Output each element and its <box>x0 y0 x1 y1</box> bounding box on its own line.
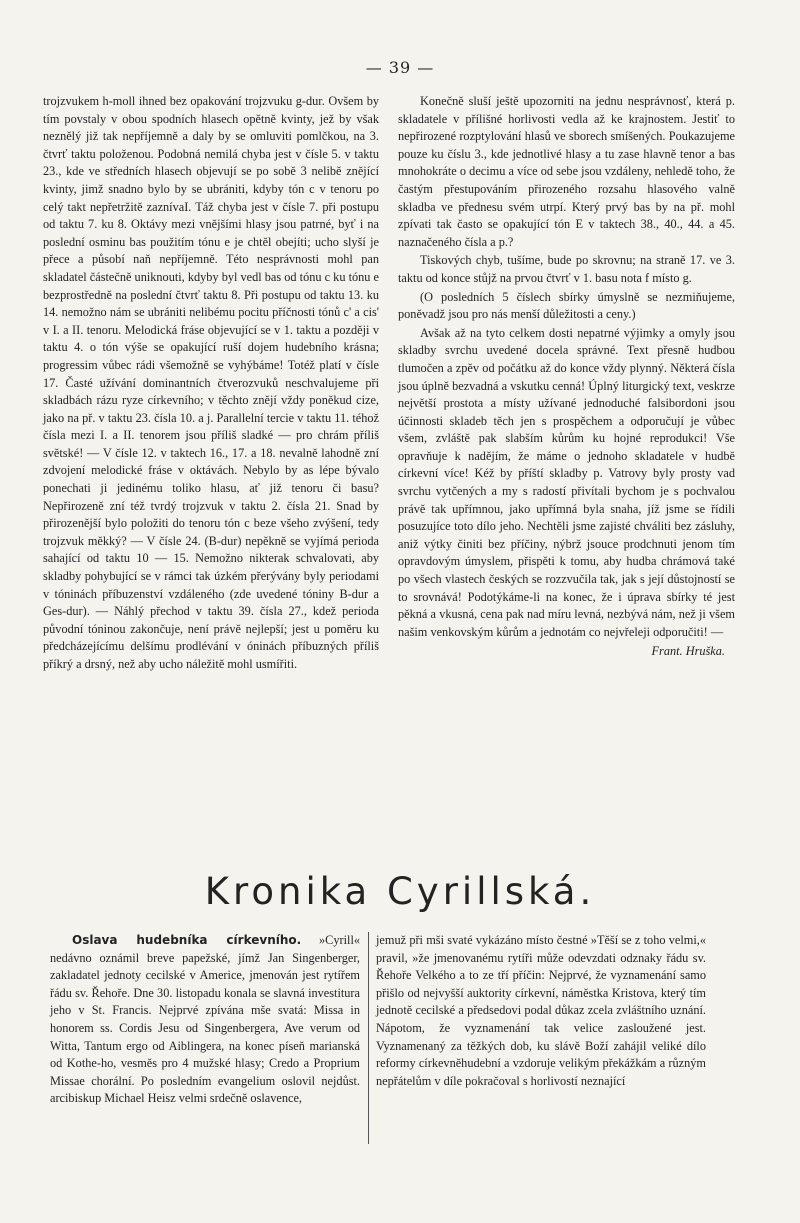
bottom-left-column <box>50 932 360 1108</box>
page-number: — 39 — <box>365 58 435 77</box>
article-heading: Oslava hudebníka církevního. <box>72 933 302 947</box>
left-paragraph: trojzvukem h-moll ihned bez opakování trojzvuku g-dur. Ovšem by tím povstaly v obou spodních hlasech opětně kvinty, jež by však neznělý již tak nepříjemně a daly by se omluviti pomlčkou, na 3. čtvrť taktu položenou. Podobná nemilá chyba jest v čísle 5. v taktu 23., kde ve středních hlasech objevují se po sobě 3 nelibě znějící kvinty, jimž snadno bylo by se ubrániti, kdyby tón c v tenoru po celý takt nepřetržitě zaznívaI. Táž chyba jest v čísle 7. při postupu od taktu 7. ku 8. Oktávy mezi vnějšími hlasy jsou patrné, byť i na poslední osminu bas použitím tónu e je chtěl obejíti; ucho slyší je přece a působí naň nepříjemně. Této nesprávnosti mohl pan skladatel částečně uniknouti, kdyby byl vedl bas od tónu c ku tónu e bezprostředně na poslední čtvrť taktu 8. Při postupu od taktu 13. ku 14. nemožno nám se ubrániti nelibému pocitu příčnosti tónů c' a cis' v I. a II. tenoru. Melodická fráse objevující se v 1. taktu a později v taktu 4. o tón výše se opakující ruší dojem hudebního krásna; progressim vůbec rádi všemožně se vyhýbáme! Totéž platí v čísle 17. Časté užívání dominantních čtverozvuků neschvalujeme při skladbách rázu ryze církevního; v těchto znějí vždy poněkud cize, jako na př. v taktu 23. čísla 10. a j. Parallelní tercie v taktu 11. téhož čísla mezi I. a II. tenorem jsou příliš sladké — pro chrám příliš světské! — V čísle 12. v taktech 16., 17. a 18. nevalně lahodně zní zdvojení melodické fráse v oktávách. Nebylo by as lépe bývalo ponechati ji jedinému toliko hlasu, ať již tenoru či basu? Nepřirozeně zní též tvrdý trojzvuk v taktu 2. čísla 21. Snad by přirozenější bylo položiti do tenoru tón c beze všeho zvýšení, tedy trojzvuk měkký? — V čísle 24. (B-dur) nepěkně se vyjímá perioda sahající od taktu 10 — 15. Nemožno nikterak schvalovati, aby skladby pohybující se v rámci tak úzkém přerývány byly periodami v tóninách příbuzenství vzdáleného (zde uvedené tóniny B-dur a Ges-dur). — Náhlý přechod v taktu 39. čísla 27., kdež perioda původní tóninou zakončuje, není právě nejlepší; jest u poměru ku předcházejícímu delšímu prodlévání v óninách příbuzných příliš příkrý a drsný, než aby ucho náležitě mohl usmířiti. <box>43 94 379 671</box>
right-paragraph: Tiskových chyb, tušíme, bude po skrovnu; na straně 17. ve 3. taktu od konce stůjž na prvou čtvrť v 1. basu nota f místo g. <box>398 253 735 285</box>
bottom-right-paragraph: jemuž při mši svaté vykázáno místo čestné »Těší se z toho velmi,« pravil, »že jmenovanému rytíři může odevzdati odznaky řádu sv. Řehoře Velkého a to ze tří příčin: Nejprvé, že vyznamenání samo přišlo od nejvyšší auktority církevní, náměstka Kristova, který tím jednotě cecilské a předsedovi podal důkaz zcela zvláštního uznání. Nápotom, že vyznamenání tak velice zasloužené jest. Vyznamenaný za těžkých dob, ku slávě Boží zahájil veliké dílo reformy církevněhudební a vzdoruje velikým překážkám a různým nepřátelům v díle pokračoval s horlivostí neznající <box>376 933 706 1088</box>
article-text: »Cyrill« nedávno oznámil breve papežské, jímž Jan Singenberger, zakladatel jednoty cecilské v Americe, jmenován jest rytířem řádu sv. Řehoře. Dne 30. listopadu konala se slavná investitura jeho v St. Francis. Nejprvé zpívána mše svatá: Missa in honorem ss. Cordis Jesu od Singenbergera, Ave verum od Witta, Tantum ergo od Aiblingera, na konec píseň marianská od Kothe-ho, vesměs pro 4 mužské hlasy; Credo a Proprium Missae chorální. Po posledním evangelium oslovil nejdůst. arcibiskup Michael Heisz velmi srdečně oslavence, <box>50 933 361 1106</box>
bottom-left-paragraph <box>50 932 360 1108</box>
right-column <box>398 93 735 661</box>
bottom-right-column <box>376 932 706 1090</box>
section-title: Kronika Cyrillská. <box>204 870 596 913</box>
right-paragraph: Avšak až na tyto celkem dosti nepatrné výjimky a omyly jsou skladby svrchu uvedené docela správné. Text přesně hudbou tlumočen a zpěv od počátku až do konce vždy plynný. Některá čísla jsou úplně bezvadná a vskutku cenná! Úplný liturgický text, veskrze největší prostota a místy užívané jednoduché falsibordoni jsou účinnosti skladeb těch jen s prospěchem a odporučují je vůbec všem, zvláště pak slabším kůrům ku hojné reprodukci! Vše opravňuje k nadějím, že máme o jednoho skladatele v hudbě církevní více! Kéž by příští skladby p. Vatrovy byly prosty vad svrchu vytčených a my s radostí přivítali bychom je s pochvalou právě tak upřímnou, jako upřímná byla snaha, jíž jsme se řídili posuzujíce toto dílo jeho. Nechtěli jsme zajisté chváliti bez zásluhy, aniž výtky činiti bez příčiny, nýbrž jsouce prodchnuti jenom tím opravdovým úmyslem, přispěti k tomu, aby hudba chrámová také po všech vlastech českých se rozzvučila tak, jak s její důstojností se to srovnává! Podotýkáme-li na konec, že i úprava sbírky té jest pěkná a vkusná, cena pak nad míru levná, nezbývá nám, než ji všem našim venkovským kůrům a jednotám co nejvřeleji odporučiti! — <box>398 325 735 639</box>
right-paragraph: (O posledních 5 číslech sbírky úmyslně se nezmiňujeme, poněvadž jsou pro nás menší důležitosti a ceny.) <box>398 289 735 322</box>
author-signature: Frant. Hruška. <box>651 644 725 659</box>
column-divider <box>368 932 369 1144</box>
right-paragraph: Konečně sluší ještě upozorniti na jednu nesprávnosť, která p. skladatele v přílišné horlivosti vedla až ke krajnostem. Jestiť to nepřirozené rozptylování hlasů ve sborech smíšených. Poukazujeme pouze ku číslu 3., kde jednotlivé hlasy a tu zase hlavně tenor a bas mnohokráte o decimu a více od sebe jsou vzdáleny, nehledě toho, že častým přestupováním přirozeného rozsahu hlasového valně skladba ve přednesu svém utrpí. Který prvý bas by na př. mohl zpívati tak často se opakující tón E v taktech 38., 40., 44. a 45. naznačeného čísla a p.? <box>398 94 735 249</box>
left-column <box>43 93 379 674</box>
